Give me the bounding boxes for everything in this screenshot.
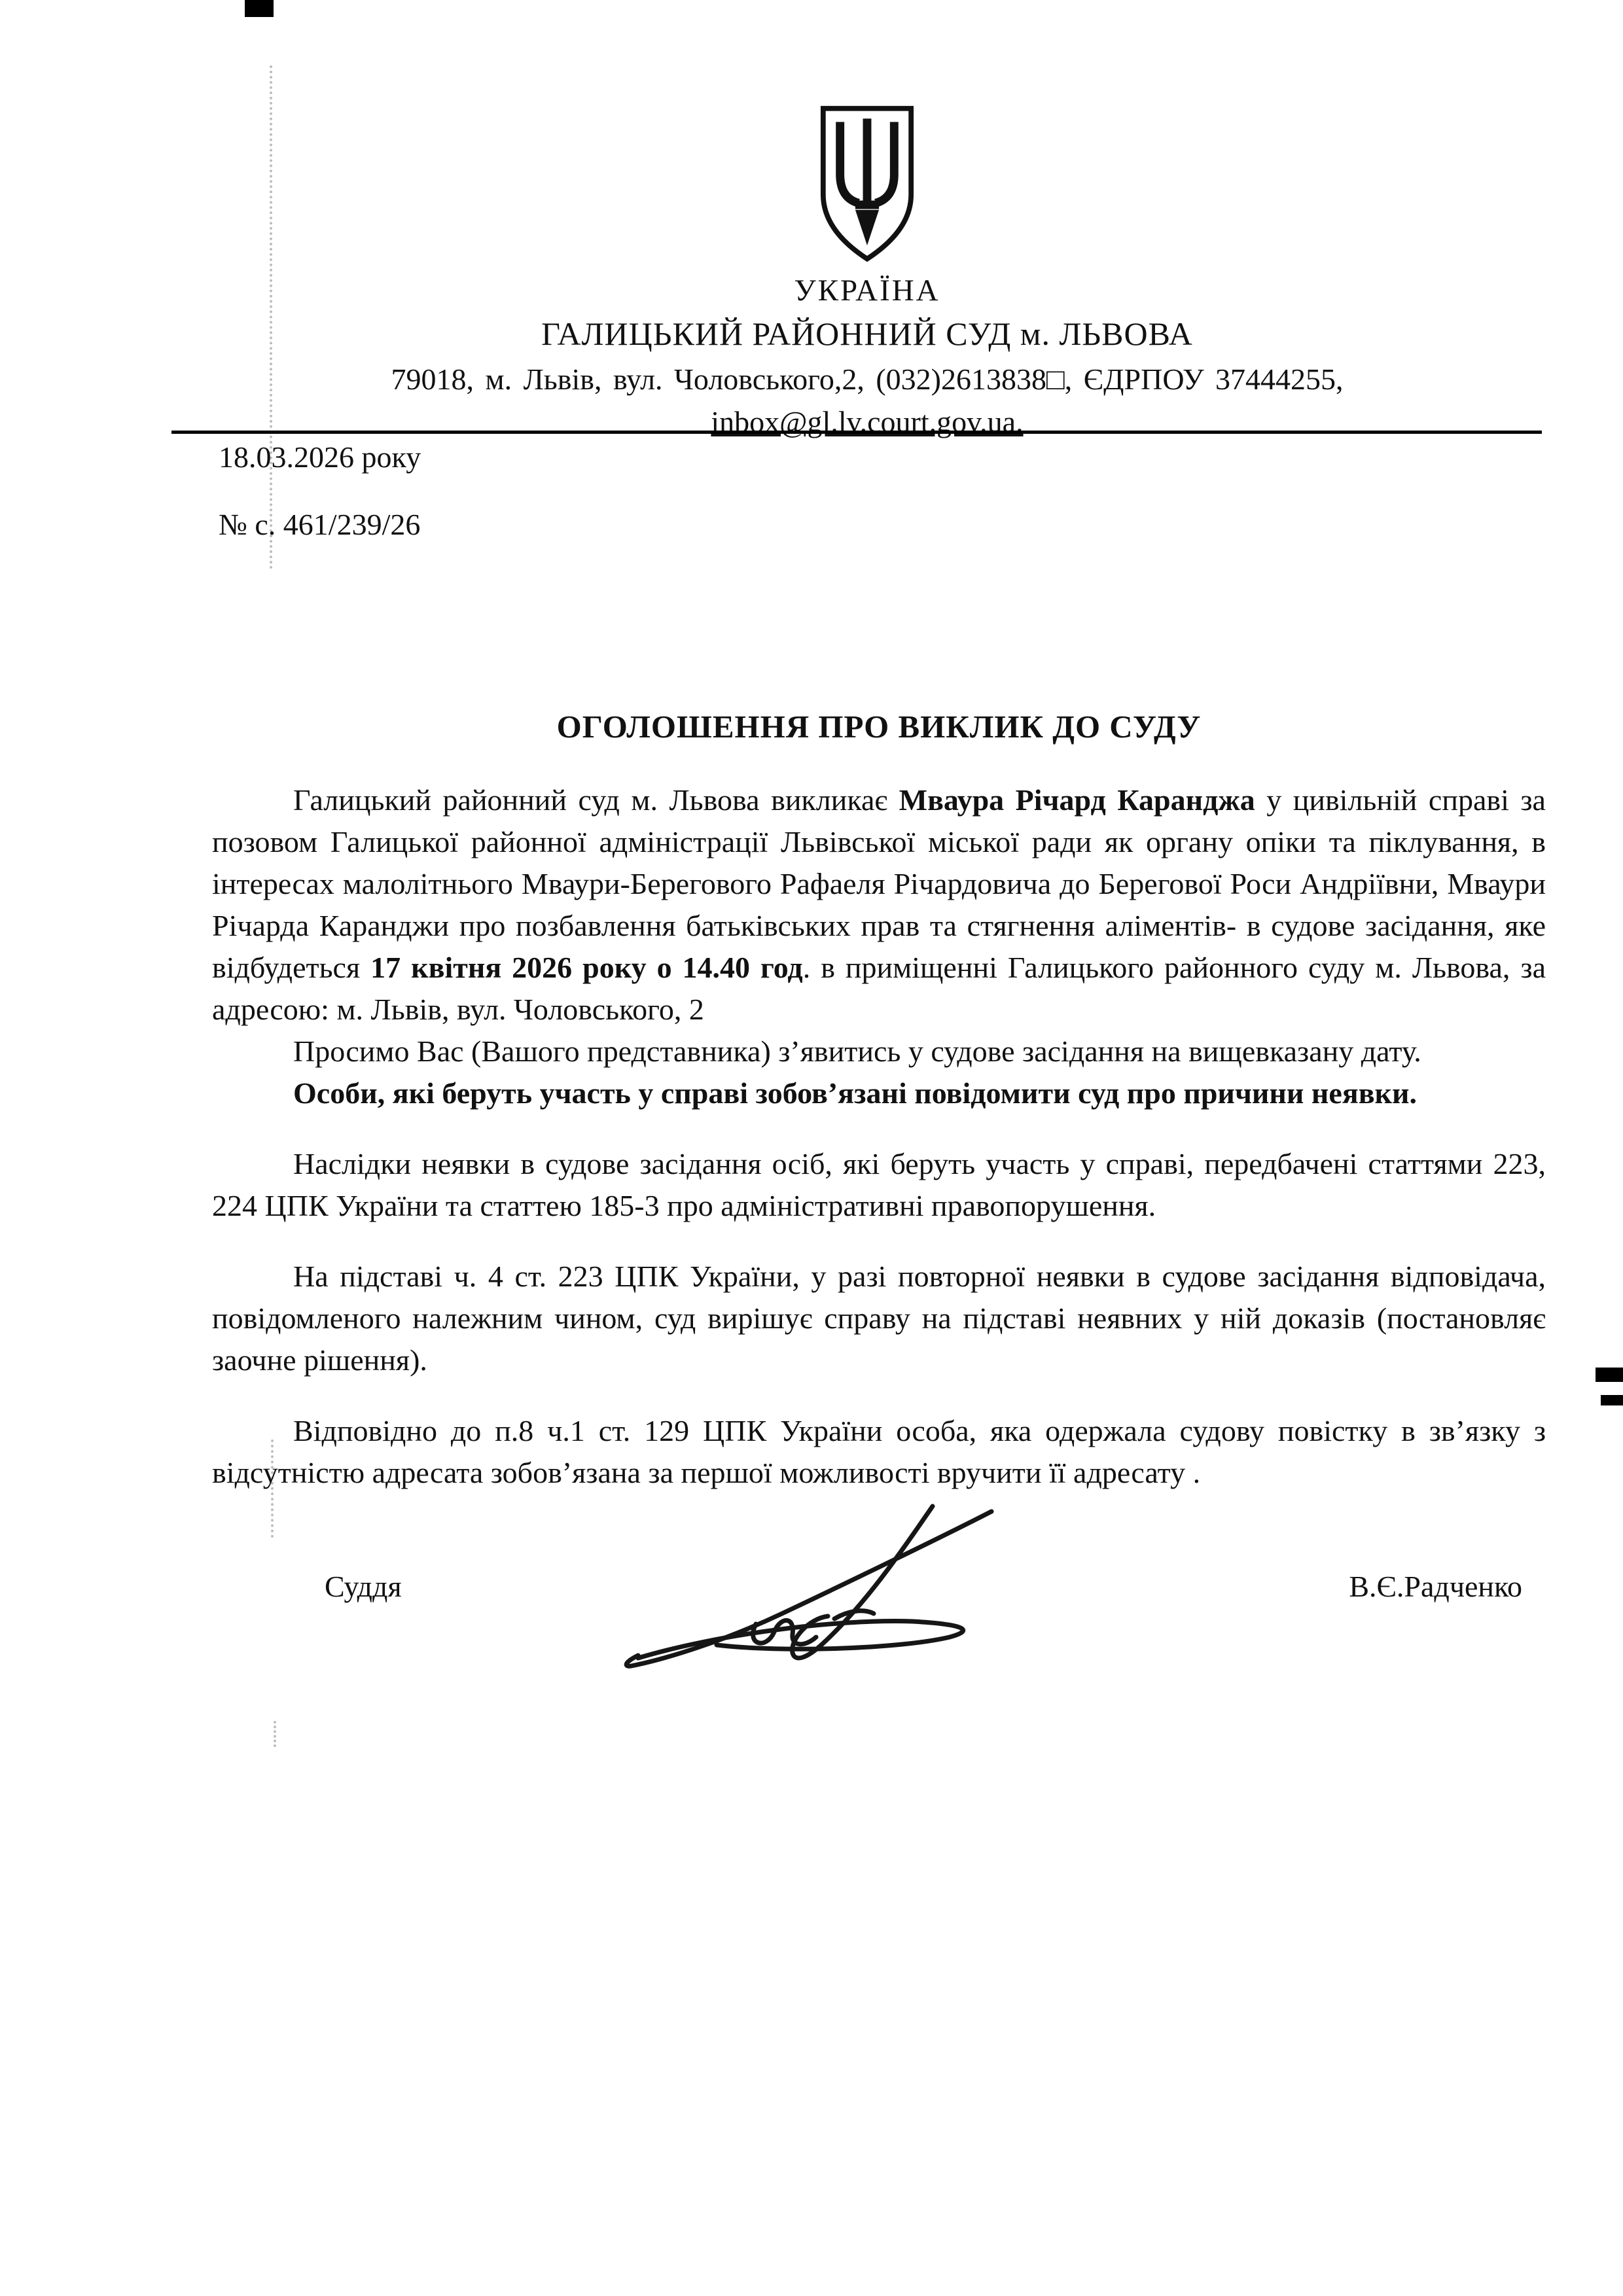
court-email: inbox@gl.lv.court.gov.ua.: [711, 405, 1024, 438]
case-number: № с. 461/239/26: [219, 508, 421, 541]
header-divider: [171, 431, 1542, 434]
letterhead: [0, 103, 1623, 439]
scan-artifact: [1596, 1368, 1623, 1382]
judge-signature: [599, 1498, 1057, 1682]
country-name: УКРАЇНА: [794, 274, 940, 308]
judge-name: В.Є.Радченко: [1349, 1570, 1522, 1603]
text-segment: у цивільній справі за позовом Галицької районної адміністрації Львівської міської ради як органу опіки та піклування, в інтересах малолітнього Мваури-Берегового Рафаеля Річардовича до Берегової Роси Андріївни, Мваури Річарда Каранджи про позбавлення батьківських прав та стягнення аліментів- в судове засідання, яке відбудеться: [212, 783, 1546, 984]
judge-title: Суддя: [325, 1570, 402, 1603]
paragraph-request: Просимо Вас (Вашого представника) з’явитись у судове засідання на вищевказану дату.: [293, 1034, 1421, 1068]
text-segment: . в приміщенні Галицького районного суду м. Львова, за адресою: м. Львів, вул. Чоловського, 2: [212, 951, 1546, 1026]
court-name: ГАЛИЦЬКИЙ РАЙОННИЙ СУД м. ЛЬВОВА: [541, 315, 1193, 352]
paragraph-article-129: Відповідно до п.8 ч.1 ст. 129 ЦПК України особа, яка одержала судову повістку в зв’язку з відсутністю адресата зобов’язана за першої можливості вручити її адресату .: [212, 1414, 1546, 1489]
paragraph-obligation: Особи, які беруть участь у справі зобов’язані повідомити суд про причини неявки.: [293, 1076, 1418, 1110]
text-segment: Галицький районний суд м. Львова викликає: [293, 783, 899, 817]
scan-artifact: [1601, 1395, 1623, 1405]
document-body: [212, 708, 1546, 1494]
paragraph-article-223: На підставі ч. 4 ст. 223 ЦПК України, у разі повторної неявки в судове засідання відповідача, повідомленого належним чином, суд вирішує справу на підставі неявних у ній доказів (постановляє заочне рішення).: [212, 1260, 1546, 1377]
document-title: ОГОЛОШЕННЯ ПРО ВИКЛИК ДО СУДУ: [556, 709, 1202, 745]
paragraph-summons: [212, 779, 1546, 1031]
hearing-datetime: 17 квітня 2026 року о 14.40 год: [370, 951, 803, 984]
court-address: 79018, м. Львів, вул. Чоловського,2, (032)2613838□, ЄДРПОУ 37444255,: [391, 362, 1344, 396]
defendant-name: Мваура Річард Каранджа: [899, 783, 1255, 817]
ukraine-coat-of-arms-icon: [812, 103, 923, 266]
document-meta: [219, 440, 421, 542]
scan-artifact: [274, 1721, 276, 1747]
scan-artifact: [245, 0, 274, 17]
paragraph-consequences: Наслідки неявки в судове засідання осіб, які беруть участь у справі, передбачені статтями 223, 224 ЦПК України та статтею 185-3 про адміністративні правопорушення.: [212, 1147, 1546, 1222]
document-date: 18.03.2026 року: [219, 440, 421, 474]
